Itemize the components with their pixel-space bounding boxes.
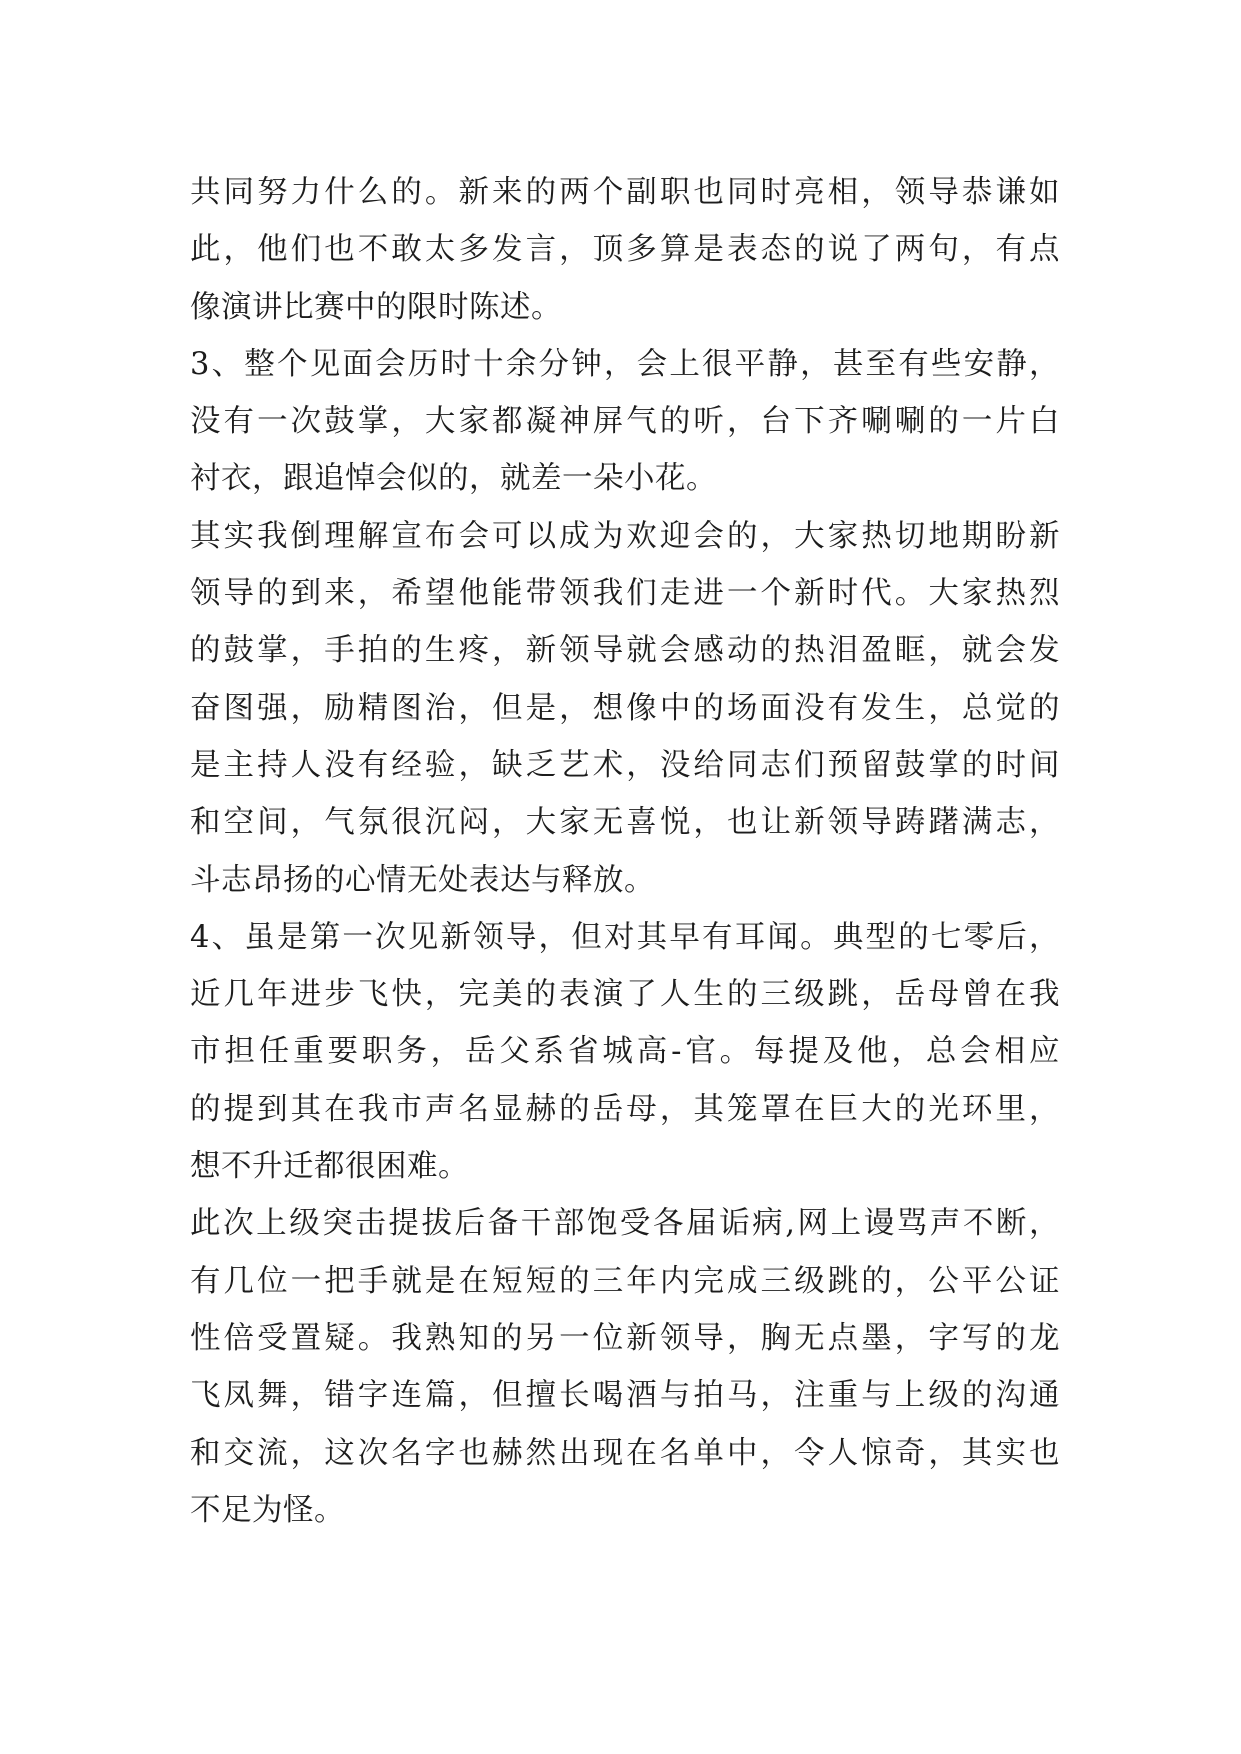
text-line: 没有一次鼓掌，大家都凝神屏气的听，台下齐唰唰的一片白 <box>190 404 1060 440</box>
text-line: 斗志昂扬的心情无处表达与释放。 <box>190 862 655 898</box>
text-line: 想不升迁都很困难。 <box>190 1149 469 1185</box>
text-line: 此，他们也不敢太多发言，顶多算是表态的说了两句，有点 <box>190 232 1060 268</box>
text-line: 不足为怪。 <box>190 1492 345 1528</box>
text-line: 其实我倒理解宣布会可以成为欢迎会的，大家热切地期盼新 <box>190 518 1060 554</box>
text-line: 领导的到来，希望他能带领我们走进一个新时代。大家热烈 <box>190 576 1060 612</box>
text-line: 市担任重要职务，岳父系省城高-官。每提及他，总会相应 <box>190 1034 1060 1070</box>
text-line: 3、整个见面会历时十余分钟，会上很平静，甚至有些安静， <box>190 346 1060 382</box>
text-line: 和交流，这次名字也赫然出现在名单中，令人惊奇，其实也 <box>190 1435 1060 1471</box>
text-line: 有几位一把手就是在短短的三年内完成三级跳的，公平公证 <box>190 1263 1060 1299</box>
text-line: 是主持人没有经验，缺乏艺术，没给同志们预留鼓掌的时间 <box>190 747 1060 783</box>
text-line: 此次上级突击提拔后备干部饱受各届诟病,网上谩骂声不断， <box>190 1206 1060 1242</box>
text-line: 性倍受置疑。我熟知的另一位新领导，胸无点墨，字写的龙 <box>190 1320 1060 1356</box>
text-line: 近几年进步飞快，完美的表演了人生的三级跳，岳母曾在我 <box>190 977 1060 1013</box>
text-line: 的鼓掌，手拍的生疼，新领导就会感动的热泪盈眶，就会发 <box>190 633 1060 669</box>
text-line: 共同努力什么的。新来的两个副职也同时亮相，领导恭谦如 <box>190 175 1060 210</box>
text-line: 衬衣，跟追悼会似的，就差一朵小花。 <box>190 461 717 497</box>
document-body <box>190 164 1060 1539</box>
text-line: 奋图强，励精图治，但是，想像中的场面没有发生，总觉的 <box>190 690 1060 726</box>
text-line: 和空间，气氛很沉闷，大家无喜悦，也让新领导踌躇满志， <box>190 805 1060 841</box>
text-line: 飞凤舞，错字连篇，但擅长喝酒与拍马，注重与上级的沟通 <box>190 1378 1060 1414</box>
text-line: 的提到其在我市声名显赫的岳母，其笼罩在巨大的光环里， <box>190 1091 1060 1127</box>
text-line: 像演讲比赛中的限时陈述。 <box>190 289 562 325</box>
text-line: 4、虽是第一次见新领导，但对其早有耳闻。典型的七零后， <box>190 919 1060 955</box>
